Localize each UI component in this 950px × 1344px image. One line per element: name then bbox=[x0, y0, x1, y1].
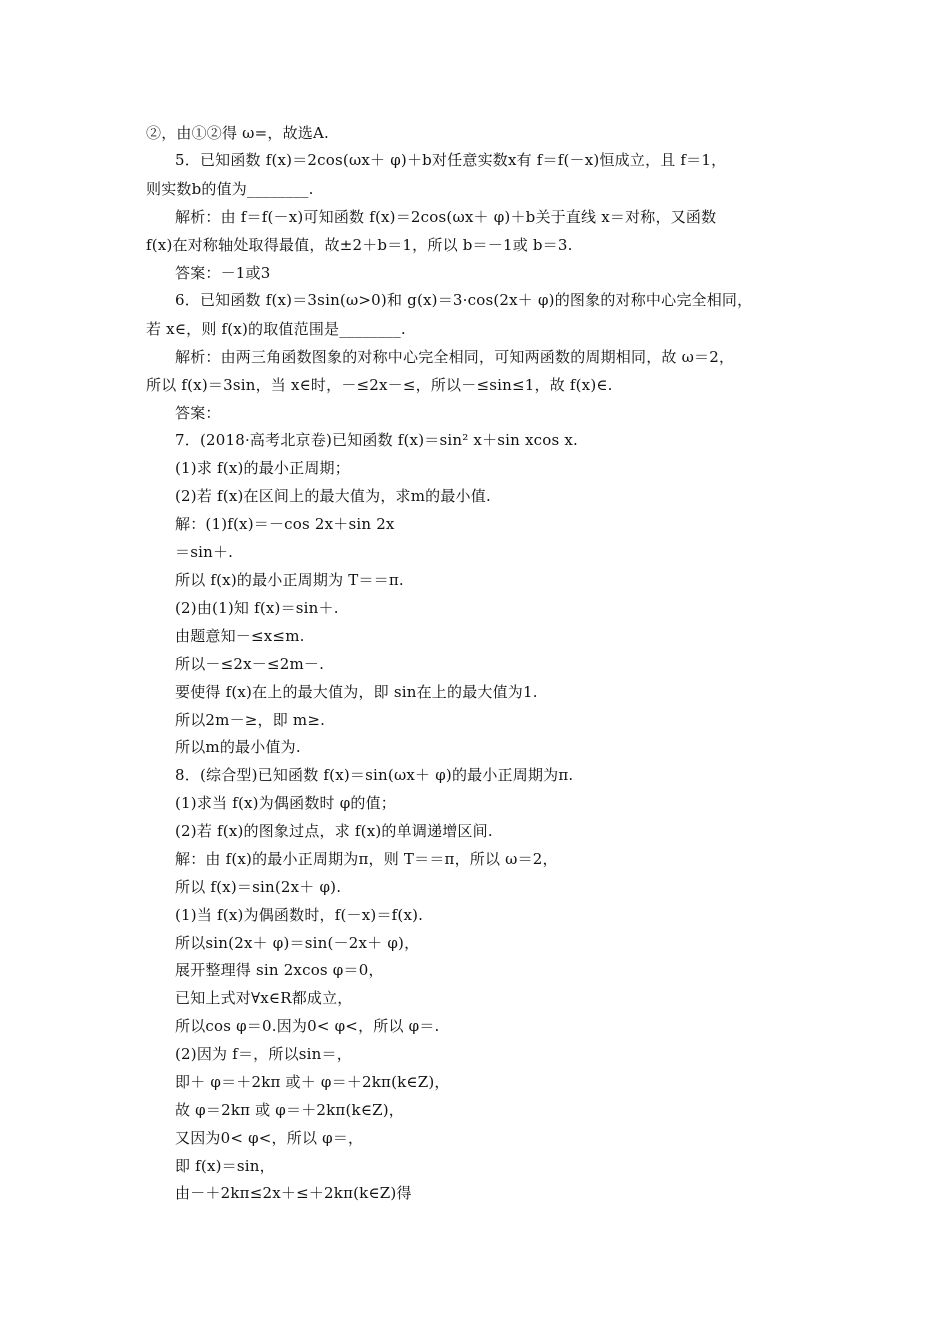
text-line: 由－＋2kπ≤2x＋≤＋2kπ(k∈Z)得 bbox=[175, 1184, 412, 1202]
text-line: 答案： bbox=[175, 404, 221, 422]
text-line: 解：由 f(x)的最小正周期为π，则 T＝＝π，所以 ω＝2， bbox=[175, 850, 558, 868]
text-line: 6．已知函数 f(x)＝3sin(ω>0)和 g(x)＝3·cos(2x＋ φ)的图象的对称中心完全相同， bbox=[175, 291, 753, 309]
text-line: 所以cos φ＝0.因为0< φ<，所以 φ＝. bbox=[175, 1017, 440, 1035]
text-line: 若 x∈，则 f(x)的取值范围是________. bbox=[146, 320, 406, 338]
text-line: (2)若 f(x)在区间上的最大值为，求m的最小值. bbox=[175, 487, 491, 505]
text-line: 则实数b的值为________. bbox=[146, 180, 314, 198]
text-line: 答案：－1或3 bbox=[175, 264, 271, 282]
text-line: 5．已知函数 f(x)＝2cos(ωx＋ φ)＋b对任意实数x有 f＝f(－x)恒成立，且 f＝1， bbox=[175, 151, 727, 169]
text-line: (1)求当 f(x)为偶函数时 φ的值； bbox=[175, 794, 397, 812]
text-line: 解：(1)f(x)＝－cos 2x＋sin 2x bbox=[175, 515, 395, 533]
text-line: 所以2m－≥，即 m≥. bbox=[175, 711, 326, 729]
text-line: 8．(综合型)已知函数 f(x)＝sin(ωx＋ φ)的最小正周期为π. bbox=[175, 766, 574, 784]
text-line: (2)若 f(x)的图象过点，求 f(x)的单调递增区间. bbox=[175, 822, 493, 840]
text-line: 解析：由 f＝f(－x)可知函数 f(x)＝2cos(ωx＋ φ)＋b关于直线 x＝对称，又函数 bbox=[175, 208, 717, 226]
text-line: 展开整理得 sin 2xcos φ＝0， bbox=[175, 961, 384, 979]
text-line: 已知上式对∀x∈R都成立， bbox=[175, 989, 353, 1007]
text-line: 即＋ φ＝＋2kπ 或＋ φ＝＋2kπ(k∈Z)， bbox=[175, 1073, 450, 1091]
text-line: ＝sin＋. bbox=[175, 543, 234, 561]
text-line: (1)求 f(x)的最小正周期； bbox=[175, 459, 350, 477]
text-line: 所以 f(x)的最小正周期为 T＝＝π. bbox=[175, 571, 404, 589]
text-line: (2)因为 f＝，所以sin＝， bbox=[175, 1045, 352, 1063]
text-line: 所以－≤2x－≤2m－. bbox=[175, 655, 325, 673]
text-line: ②，由①②得 ω=，故选A. bbox=[146, 124, 329, 142]
text-line: 又因为0< φ<，所以 φ＝， bbox=[175, 1129, 364, 1147]
text-line: 故 φ＝2kπ 或 φ＝＋2kπ(k∈Z)， bbox=[175, 1101, 405, 1119]
text-line: 即 f(x)＝sin， bbox=[175, 1157, 275, 1175]
text-line: 所以sin(2x＋ φ)＝sin(－2x＋ φ)， bbox=[175, 934, 420, 952]
text-line: 由题意知－≤x≤m. bbox=[175, 627, 305, 645]
text-line: 所以 f(x)＝3sin，当 x∈时，－≤2x－≤，所以－≤sin≤1，故 f(x)∈. bbox=[146, 376, 613, 394]
text-line: 所以m的最小值为. bbox=[175, 738, 301, 756]
text-line: 要使得 f(x)在上的最大值为，即 sin在上的最大值为1. bbox=[175, 683, 538, 701]
text-line: 7．(2018·高考北京卷)已知函数 f(x)＝sin² x＋sin xcos x. bbox=[175, 431, 578, 449]
text-line: 所以 f(x)＝sin(2x＋ φ). bbox=[175, 878, 342, 896]
text-line: f(x)在对称轴处取得最值，故±2＋b＝1，所以 b＝－1或 b＝3. bbox=[146, 236, 573, 254]
text-line: 解析：由两三角函数图象的对称中心完全相同，可知两函数的周期相同，故 ω＝2， bbox=[175, 348, 735, 366]
text-line: (2)由(1)知 f(x)＝sin＋. bbox=[175, 599, 339, 617]
text-line: (1)当 f(x)为偶函数时，f(－x)＝f(x). bbox=[175, 906, 424, 924]
